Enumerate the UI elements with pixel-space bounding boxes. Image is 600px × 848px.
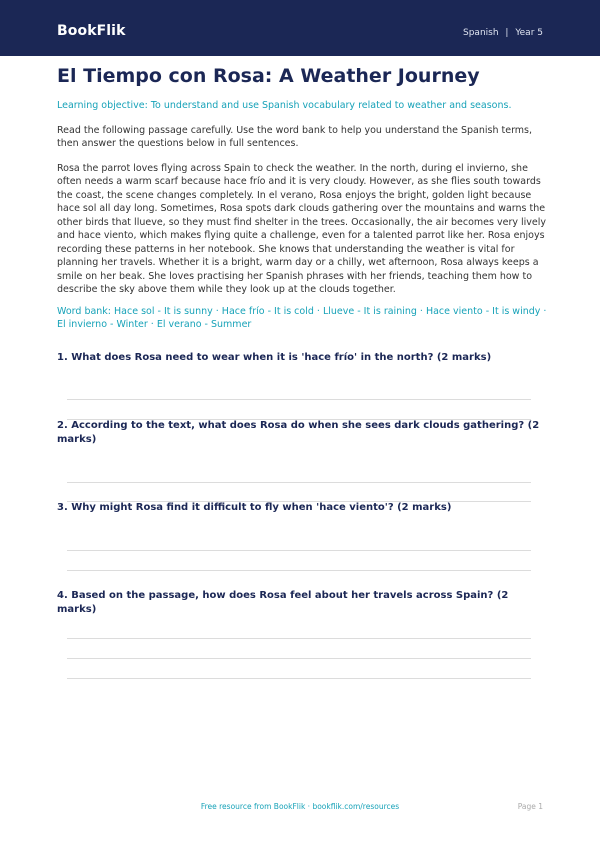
subject-year-label bbox=[463, 28, 543, 38]
brand-logo[interactable]: BookFlik bbox=[57, 23, 126, 39]
answer-line[interactable] bbox=[67, 678, 531, 679]
answer-line[interactable] bbox=[67, 570, 531, 571]
answer-line[interactable] bbox=[67, 482, 531, 483]
question-3: 3. Why might Rosa find it difficult to fly when 'hace viento'? (2 marks) bbox=[57, 502, 452, 513]
question-2: 2. According to the text, what does Rosa do when she sees dark clouds gathering? (2 marks) bbox=[57, 420, 540, 446]
question-4: 4. Based on the passage, how does Rosa feel about her travels across Spain? (2 marks) bbox=[57, 590, 509, 616]
answer-line[interactable] bbox=[67, 550, 531, 551]
reading-passage: Rosa the parrot loves flying across Spain to check the weather. In the north, during el invierno, she often needs a warm scarf because hace frío and it is very cloudy. However, as she flies south towards the coast, the scene changes completely. In el verano, Rosa enjoys the bright, golden light because hace sol all day long. Sometimes, Rosa spots dark clouds gathering over the mountains and warns the other birds that llueve, so they must find shelter in the trees. Occasionally, the air becomes very lively and hace viento, which makes flying quite a challenge, even for a talented parrot like her. Rosa enjoys recording these patterns in her notebook. She knows that understanding the weather is vital for planning her travels. Whether it is a bright, warm day or a chilly, wet afternoon, Rosa always keeps a smile on her beak. She loves practising her Spanish phrases with her friends, teaching them how to describe the sky above them while they look up at the clouds together. bbox=[57, 163, 547, 296]
worksheet-title: El Tiempo con Rosa: A Weather Journey bbox=[57, 65, 480, 87]
answer-line[interactable] bbox=[67, 658, 531, 659]
question-1: 1. What does Rosa need to wear when it is 'hace frío' in the north? (2 marks) bbox=[57, 352, 492, 363]
learning-objective: Learning objective: To understand and use Spanish vocabulary related to weather and seasons. bbox=[57, 100, 512, 111]
answer-line[interactable] bbox=[67, 638, 531, 639]
page-footer bbox=[0, 802, 600, 816]
word-bank: Word bank: Hace sol - It is sunny · Hace frío - It is cold · Llueve - It is raining · Hace viento - It is windy · El invierno - Winter · El verano - Summer bbox=[57, 306, 547, 331]
page-header bbox=[0, 0, 600, 56]
year-label: Year 5 bbox=[515, 28, 543, 38]
footer-resource-link[interactable]: Free resource from BookFlik · bookflik.com/resources bbox=[200, 802, 400, 811]
header-separator: | bbox=[505, 28, 509, 38]
subject-label: Spanish bbox=[463, 28, 499, 38]
page-number: Page 1 bbox=[517, 802, 543, 811]
instructions: Read the following passage carefully. Use the word bank to help you understand the Spanish terms, then answer the questions below in full sentences. bbox=[57, 125, 533, 150]
answer-line[interactable] bbox=[67, 399, 531, 400]
